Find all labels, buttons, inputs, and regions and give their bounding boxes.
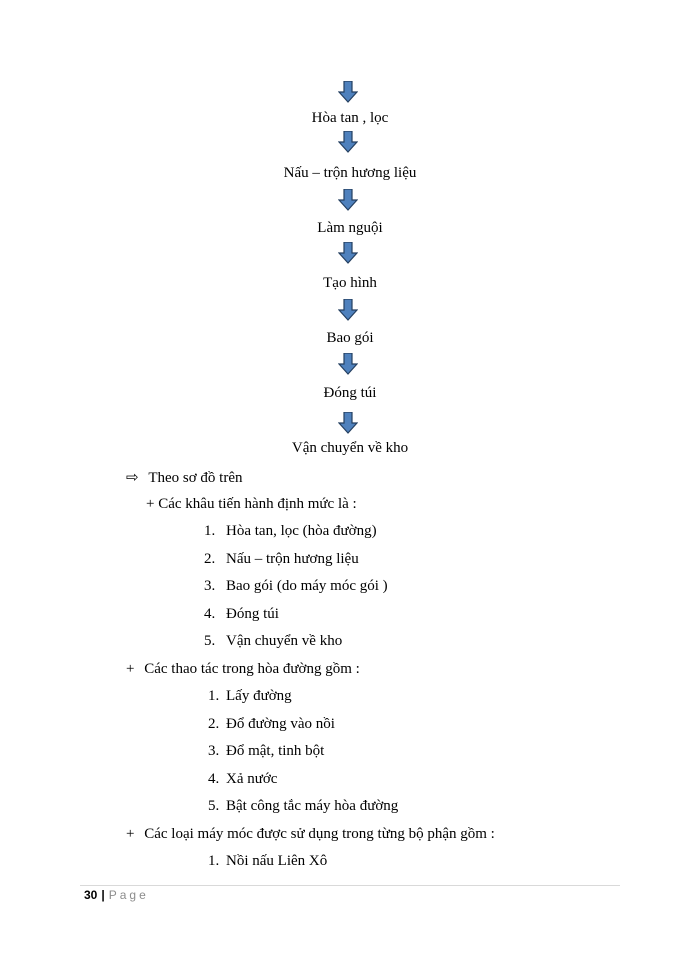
list-text: Bật công tắc máy hòa đường — [226, 798, 399, 814]
footer-separator: | — [101, 888, 105, 902]
list-number: 4. — [208, 771, 220, 787]
down-arrow-icon — [338, 299, 358, 321]
list-item — [204, 523, 377, 540]
page-footer — [84, 888, 149, 902]
list-item — [208, 853, 327, 870]
section-heading-text: Các khâu tiến hành định mức là : — [158, 496, 357, 512]
lead-text: Theo sơ đồ trên — [148, 470, 243, 486]
page-label: Page — [108, 888, 149, 902]
flow-step: Bao gói — [326, 330, 374, 346]
plus-bullet: + — [126, 826, 135, 842]
lead-line — [126, 468, 243, 487]
flow-step: Nấu – trộn hương liệu — [283, 165, 417, 181]
list-item — [208, 716, 335, 733]
section-heading — [126, 661, 360, 678]
list-text: Bao gói (do máy móc gói ) — [226, 578, 388, 594]
list-text: Nồi nấu Liên Xô — [226, 853, 328, 869]
section-heading — [146, 496, 357, 513]
down-arrow-icon — [338, 189, 358, 211]
down-arrow-icon — [338, 412, 358, 434]
list-text: Vận chuyển về kho — [226, 633, 343, 649]
flow-step: Tạo hình — [323, 275, 377, 291]
section-heading-text: Các thao tác trong hòa đường gồm : — [144, 661, 360, 677]
list-number: 5. — [204, 633, 216, 649]
list-item — [204, 633, 342, 650]
flow-step: Hòa tan , lọc — [311, 110, 389, 126]
list-number: 1. — [208, 853, 220, 869]
flow-step: Đóng túi — [323, 385, 377, 401]
list-item — [204, 606, 279, 623]
list-text: Đổ mật, tinh bột — [226, 743, 325, 759]
list-item — [204, 578, 388, 595]
list-number: 1. — [208, 688, 220, 704]
footer-divider — [80, 885, 620, 886]
list-item — [208, 743, 324, 760]
down-arrow-icon — [338, 131, 358, 153]
list-number: 3. — [208, 743, 220, 759]
list-text: Hòa tan, lọc (hòa đường) — [226, 523, 377, 539]
list-item — [208, 798, 398, 815]
list-text: Đóng túi — [226, 606, 279, 622]
list-number: 2. — [208, 716, 220, 732]
list-number: 3. — [204, 578, 216, 594]
page-number: 30 — [84, 888, 98, 902]
down-arrow-icon — [338, 353, 358, 375]
list-number: 1. — [204, 523, 216, 539]
list-item — [208, 771, 277, 788]
flow-step: Làm nguội — [317, 220, 383, 236]
list-item — [208, 688, 292, 705]
list-text: Xả nước — [226, 771, 278, 787]
down-arrow-icon — [338, 242, 358, 264]
list-text: Nấu – trộn hương liệu — [226, 551, 359, 567]
list-number: 2. — [204, 551, 216, 567]
section-heading-text: Các loại máy móc được sử dụng trong từng bộ phận gồm : — [144, 826, 495, 842]
list-text: Lấy đường — [226, 688, 292, 704]
list-text: Đổ đường vào nồi — [226, 716, 335, 732]
list-number: 5. — [208, 798, 220, 814]
plus-bullet: + — [126, 661, 135, 677]
list-number: 4. — [204, 606, 216, 622]
down-arrow-icon — [338, 81, 358, 103]
plus-bullet: + — [146, 496, 155, 512]
section-heading — [126, 826, 495, 843]
right-arrow-icon: ⇨ — [126, 470, 139, 486]
list-item — [204, 551, 359, 568]
flow-step: Vận chuyển về kho — [291, 440, 409, 456]
